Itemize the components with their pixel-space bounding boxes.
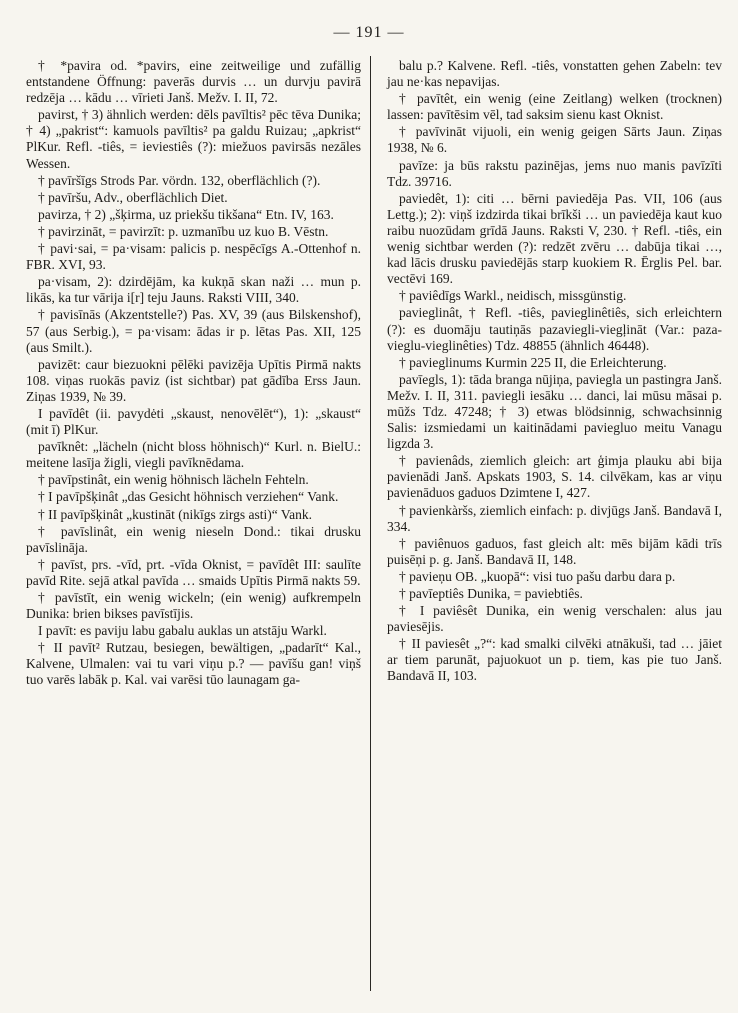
dictionary-entry: pa·visam, 2): dzirdējām, ka kukņā skan naži … mun p. likās, ka tur vārija i[r] teju Jauns. Raksti VIII, 340. [26, 274, 361, 306]
dictionary-entry: † paviêdīgs Warkl., neidisch, missgünstig. [399, 288, 627, 304]
left-column [26, 58, 361, 690]
page-number: — 191 — [333, 24, 405, 41]
dictionary-entry: † II pavīt² Rutzau, besiegen, bewältigen, „padarīt“ Kal., Kalvene, Ulmalen: vai tu vari viņu p.? — pavīšu gan! viņš tuo varēs labāk p. Kal. vai varēsi tūo launagam ga- [26, 640, 361, 688]
dictionary-entry: I pavīdêt (ii. pavydėti „skaust, nenovēlēt“), 1): „skaust“ (mit ī) PlKur. [26, 405, 361, 438]
dictionary-entry: balu p.? Kalvene. Refl. -tiês, vonstatten gehen Zabeln: tev jau ne·kas nepavijas. [387, 58, 722, 90]
dictionary-entry: † pavīeptiês Dunika, = paviebtiês. [399, 586, 583, 601]
dictionary-entry: † pavīršu, Adv., oberflächlich Diet. [38, 189, 228, 205]
dictionary-entry: pavirza, † 2) „šķirma, uz priekšu tikšana“ Etn. IV, 163. [38, 206, 334, 222]
dictionary-entry: † pavītêt, ein wenig (eine Zeitlang) welken (trocknen) lassen: pavītēsim vēl, tad saksim sienu kast Oknist. [387, 91, 722, 123]
dictionary-entry: † II paviesêt „?“: kad smalki cilvēki atnākuši, tad … jāiet ar tiem parunāt, pajuokuot un p. tiem, kas pie tuo Janš. Bandavā II, 103. [387, 636, 722, 684]
dictionary-entry: † pavīstīt, ein wenig wickeln; (ein wenig) aufkrempeln Dunika: brien bikses pavīstījis. [26, 590, 361, 622]
dictionary-entry: † pavīršīgs Strods Par. vördn. 132, oberflächlich (?). [38, 172, 321, 188]
dictionary-entry: † paviênuos gaduos, fast gleich alt: mēs bijām kādi trīs puisēņi p. g. Janš. Bandavā II, 148. [387, 535, 722, 567]
dictionary-entry: † pavirzināt, = pavirzīt: p. uzmanību uz kuo B. Vēstn. [38, 223, 329, 239]
dictionary-entry: pavizēt: caur biezuokni pēlēki pavizēja Upītis Pirmā nakts 108. viņas ruokās paviz (ist sichtbar) pat gādība Erss Jaun. Ziņas 1939, № 39. [26, 356, 361, 404]
dictionary-entry: † I paviêsêt Dunika, ein wenig verschalen: alus jau paviesējis. [387, 603, 722, 635]
dictionary-entry: † *pavira od. *pavirs, eine zeitweilige und zufällig entstandene Öffnung: paverās durvis … un durvju pavirā redzēja … kādu … vīrieti Janš. Mežv. I. II, 72. [26, 58, 361, 106]
column-divider [370, 56, 371, 991]
dictionary-entry: pavirst, † 3) ähnlich werden: dēls pavīltis² pēc tēva Dunika; † 4) „pakrist“: kamuols pavīltis² pa galdu Ruizau; „apkrist“ PlKur. Refl. -tiês, = ieviestiês (?): miežuos pavirsās nezāles Wessen. [26, 107, 361, 171]
dictionary-entry: pavīknêt: „lächeln (nicht bloss höhnisch)“ Kurl. n. BielU.: meitene lasīja žigli, viegli pavīknēdama. [26, 439, 361, 471]
dictionary-entry: † pavienkàršs, ziemlich einfach: p. divjūgs Janš. Bandavā I, 334. [387, 502, 722, 534]
dictionary-entry: † pavieņu OB. „kuopā“: visi tuo pašu darbu dara p. [399, 568, 676, 584]
dictionary-entry: † pavisīnās (Akzentstelle?) Pas. XV, 39 (aus Bilskenshof), 57 (aus Serbig.), = pa·visam: ādas ir p. lētas Pas. XII, 125 (aus Smilt.). [26, 307, 361, 355]
dictionary-entry: † pavieglinums Kurmin 225 II, die Erleichterung. [399, 354, 667, 370]
dictionary-entry: † pavīpstinât, ein wenig höhnisch lächeln Fehteln. [38, 472, 309, 488]
dictionary-entry: † I pavīpšķinât „das Gesicht höhnisch verziehen“ Vank. [38, 489, 339, 505]
dictionary-entry: † pavīst, prs. -vīd, prt. -vīda Oknist, = pavīdêt III: saulīte pavīd Rite. sejā atkal pavīda … smaids Upītis Pirmā nakts 59. [26, 556, 361, 588]
dictionary-entry: paviedêt, 1): citi … bērni paviedēja Pas. VII, 106 (aus Lettg.); 2): viņš izdzirda tikai brīkši … un paviedēja kaut kuo raibu nuozūdam grīdā Jauns. Raksti V, 230. † Refl. -tiês, ein wenig sichtbar werden (?): redzēt zvēru … dabūja tikai …, kad lācis drusku paviedējās starp kuokiem R. Ērglis Pel. bar. vectēvi 169. [387, 190, 722, 287]
dictionary-entry: † pavienâds, ziemlich gleich: art ģimja plauku abi bija pavienādi Janš. Apskats 1903, S. 14. cilvēkam, kas ar viņu pavienāduos gaduos Dzimtene I, 427. [387, 453, 722, 501]
dictionary-entry: pavieglinât, † Refl. -tiês, pavieglinêtiês, sich erleichtern (?): es duomāju tautiņās pazaviegli-viegļināt (Var.: paza-vieglu-vieglinêties) Tdz. 48855 (ähnlich 46448). [387, 305, 722, 353]
dictionary-entry: † II pavīpšķinât „kustināt (nikīgs zirgs asti)“ Vank. [38, 506, 312, 522]
dictionary-entry: I pavīt: es paviju labu gabalu auklas un atstāju Warkl. [38, 623, 327, 639]
right-column [387, 58, 722, 686]
dictionary-entry: pavīegls, 1): tāda branga nūjiņa, paviegla un pastingra Janš. Mežv. I. II, 311. paviegli iesāku … danci, lai mūsu māsai p. mūžs Tdz. 47248; † 3) etwas blödsinnig, schwachsinnig Salis: izsmiedami un kaitinādami paviegluo meitu Vanagu ligzda 3. [387, 371, 722, 452]
dictionary-entry: † pavi·sai, = pa·visam: palicis p. nespēcīgs A.-Ottenhof n. FBR. XVI, 93. [26, 241, 361, 273]
dictionary-entry: † pavīslinât, ein wenig nieseln Dond.: tikai drusku pavīslināja. [26, 523, 361, 555]
dictionary-entry: pavīze: ja būs rakstu pazinējas, jems nuo manis pavīzīti Tdz. 39716. [387, 157, 722, 189]
dictionary-entry: † pavīvināt vijuoli, ein wenig geigen Sārts Jaun. Ziņas 1938, № 6. [387, 124, 722, 156]
